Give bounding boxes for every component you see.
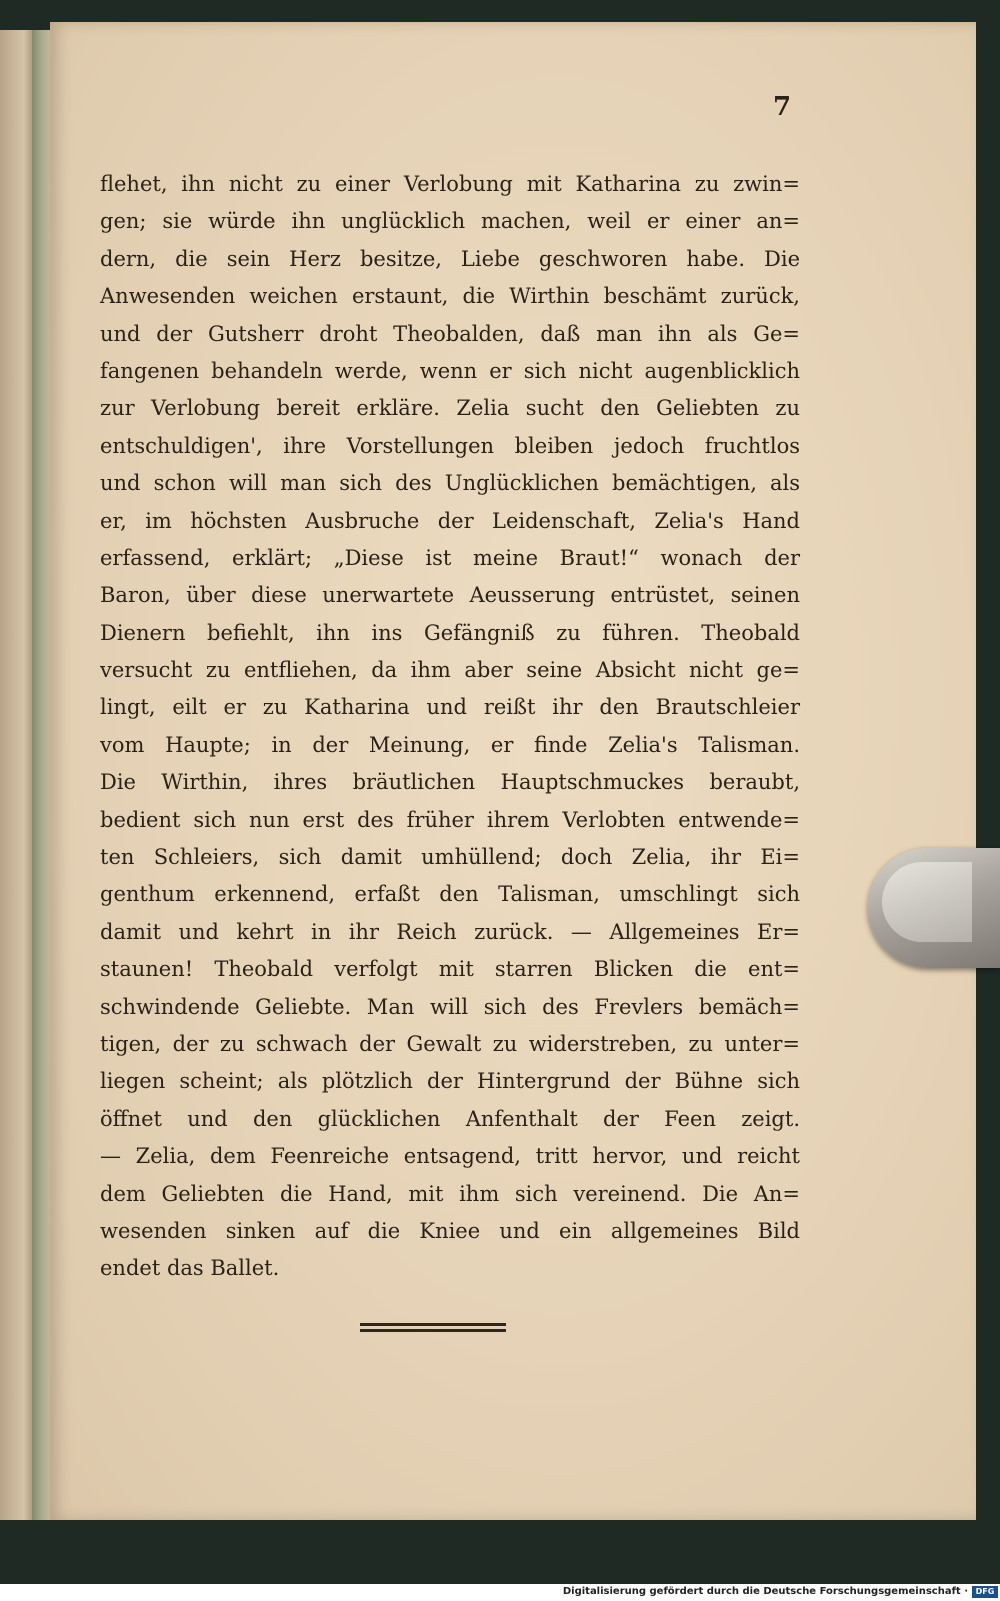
text-line: staunen! Theobald verfolgt mit starren Blicken die ent= xyxy=(100,957,800,982)
text-line: Dienern befiehlt, ihn ins Gefängniß zu führen. Theobald xyxy=(100,620,800,645)
book-gutter xyxy=(32,30,52,1520)
text-line: bedient sich nun erst des früher ihrem Verlobten entwende= xyxy=(100,807,800,832)
end-ornament-rule xyxy=(360,1323,506,1333)
text-line: liegen scheint; als plötzlich der Hintergrund der Bühne sich xyxy=(100,1069,800,1094)
text-line: Baron, über diese unerwartete Aeusserung entrüstet, seinen xyxy=(100,583,800,608)
text-line: entschuldigen', ihre Vorstellungen bleiben jedoch fruchtlos xyxy=(100,433,800,458)
text-line: gen; sie würde ihn unglücklich machen, weil er einer an= xyxy=(100,209,800,234)
text-line: tigen, der zu schwach der Gewalt zu widerstreben, zu unter= xyxy=(100,1031,800,1056)
text-line: versucht zu entfliehen, da ihm aber seine Absicht nicht ge= xyxy=(100,658,800,683)
text-line: damit und kehrt in ihr Reich zurück. — Allgemeines Er= xyxy=(100,919,800,944)
text-line: Anwesenden weichen erstaunt, die Wirthin beschämt zurück, xyxy=(100,284,800,309)
text-line: — Zelia, dem Feenreiche entsagend, tritt hervor, und reicht xyxy=(100,1144,800,1169)
text-line: öffnet und den glücklichen Anfenthalt der Feen zeigt. xyxy=(100,1106,800,1131)
text-line: flehet, ihn nicht zu einer Verlobung mit Katharina zu zwin= xyxy=(100,172,800,196)
funding-credit: Digitalisierung gefördert durch die Deutsche Forschungsgemeinschaft · xyxy=(562,1586,968,1597)
text-line: und der Gutsherr droht Theobalden, daß man ihn als Ge= xyxy=(100,321,800,346)
body-text xyxy=(100,166,800,1288)
text-line: lingt, eilt er zu Katharina und reißt ihr den Brautschleier xyxy=(100,695,800,720)
text-line: Die Wirthin, ihres bräutlichen Hauptschmuckes beraubt, xyxy=(100,770,800,795)
text-line: genthum erkennend, erfaßt den Talisman, umschlingt sich xyxy=(100,882,800,907)
text-line: er, im höchsten Ausbruche der Leidenschaft, Zelia's Hand xyxy=(100,508,800,533)
text-line: erfassend, erklärt; „Diese ist meine Braut!“ wonach der xyxy=(100,545,800,570)
page-number: 7 xyxy=(773,92,792,122)
text-line: wesenden sinken auf die Kniee und ein allgemeines Bild xyxy=(100,1218,800,1243)
text-line: schwindende Geliebte. Man will sich des Frevlers bemäch= xyxy=(100,994,800,1019)
text-line: ten Schleiers, sich damit umhüllend; doch Zelia, ihr Ei= xyxy=(100,845,800,870)
text-line: zur Verlobung bereit erkläre. Zelia sucht den Geliebten zu xyxy=(100,396,800,421)
text-line: dern, die sein Herz besitze, Liebe geschworen habe. Die xyxy=(100,246,800,271)
text-line: und schon will man sich des Unglücklichen bemächtigen, als xyxy=(100,471,800,496)
dfg-logo: DFG xyxy=(972,1586,998,1598)
text-line: vom Haupte; in der Meinung, er finde Zelia's Talisman. xyxy=(100,732,800,757)
text-line: dem Geliebten die Hand, mit ihm sich vereinend. Die An= xyxy=(100,1181,800,1206)
left-page-edge xyxy=(0,30,34,1520)
text-line: endet das Ballet. xyxy=(100,1256,280,1281)
page-clip-holder xyxy=(868,848,1000,968)
text-line: fangenen behandeln werde, wenn er sich nicht augenblicklich xyxy=(100,358,800,383)
